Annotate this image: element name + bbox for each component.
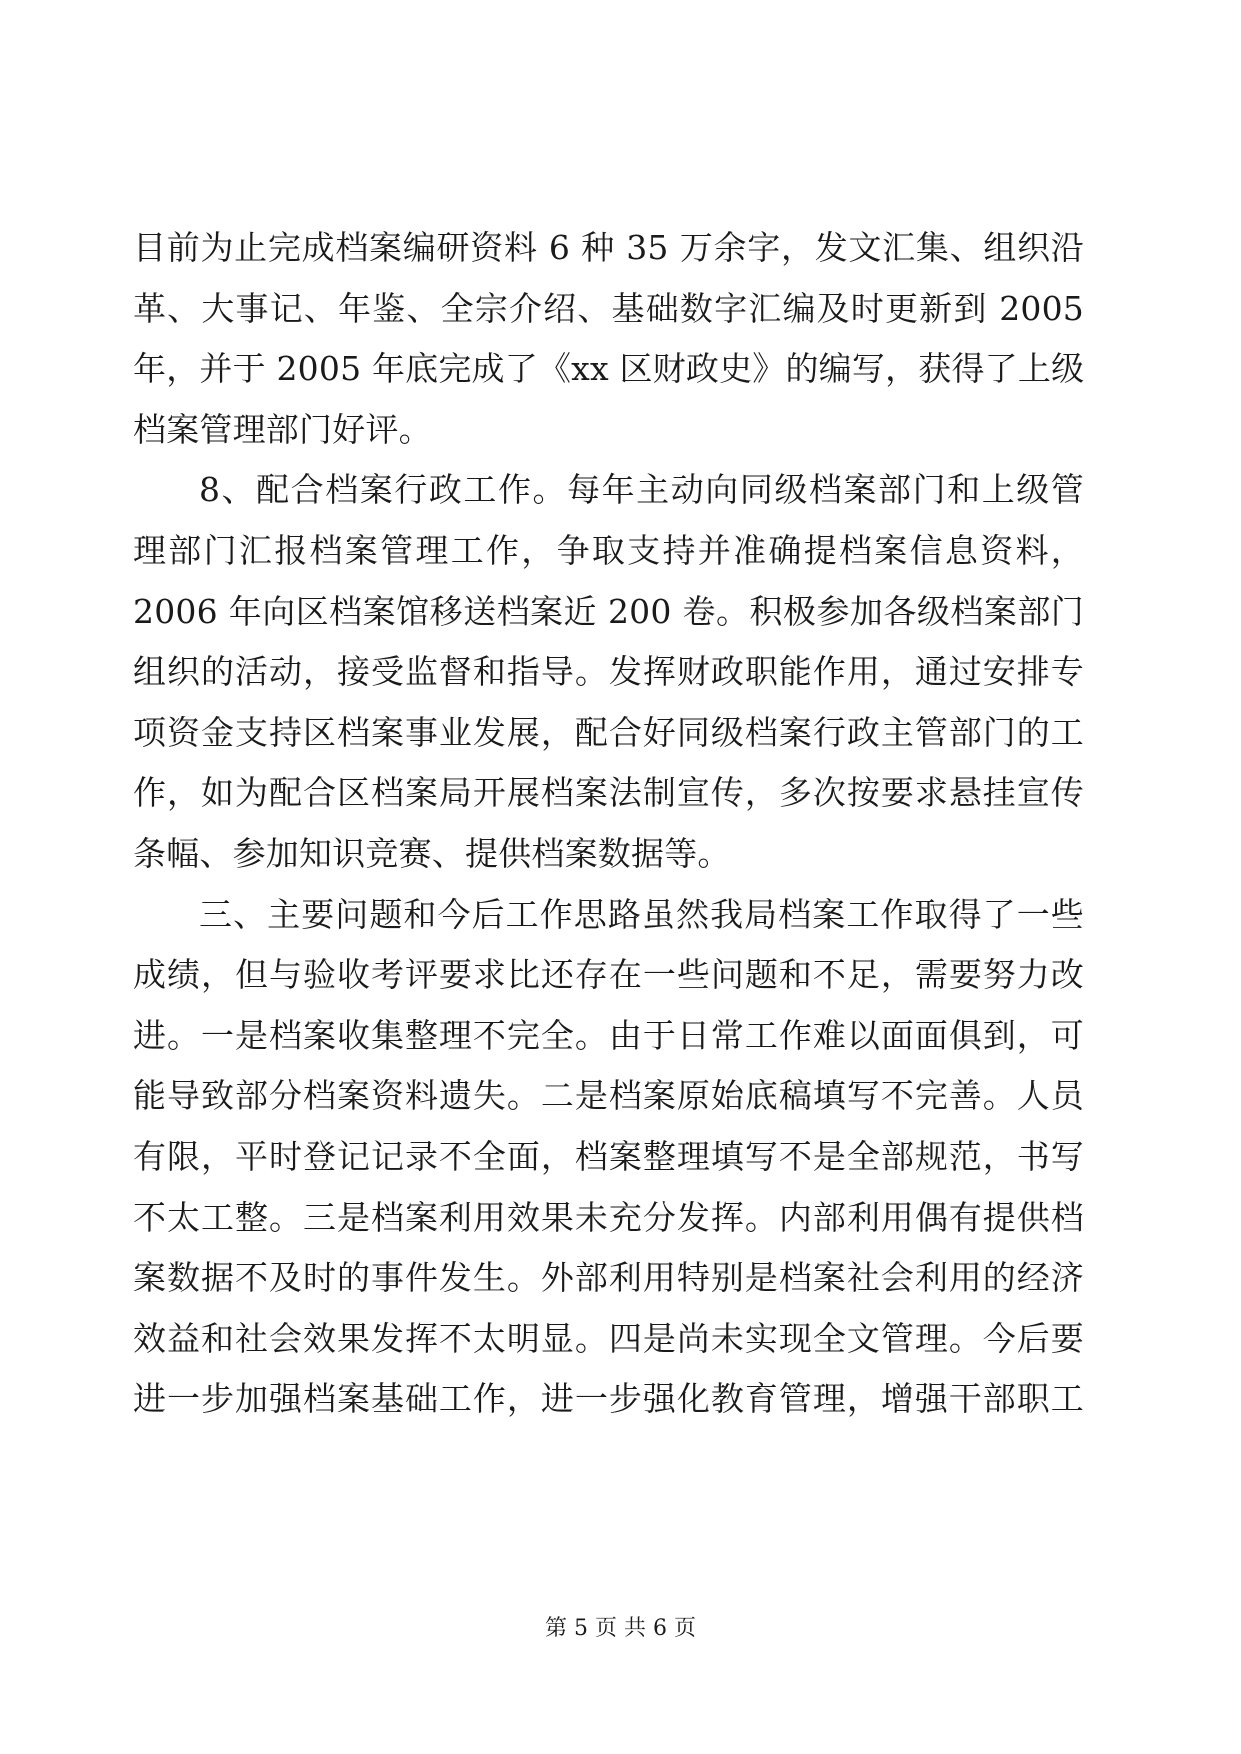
text-line: 三、主要问题和今后工作思路虽然我局档案工作取得了一些 bbox=[199, 894, 1084, 934]
text-line: 条幅、参加知识竞赛、提供档案数据等。 bbox=[133, 833, 731, 873]
text-line: 理部门汇报档案管理工作，争取支持并准确提档案信息资料， bbox=[133, 530, 1084, 570]
text-line: 年，并于 2005 年底完成了《xx 区财政史》的编写，获得了上级 bbox=[133, 349, 1085, 389]
paragraph-1 bbox=[133, 218, 1084, 460]
text-line: 目前为止完成档案编研资料 6 种 35 万余字，发文汇集、组织沿 bbox=[133, 228, 1084, 267]
text-line: 成绩，但与验收考评要求比还存在一些问题和不足，需要努力改 bbox=[133, 955, 1084, 995]
text-line: 作，如为配合区档案局开展档案法制宣传，多次按要求悬挂宣传 bbox=[133, 773, 1084, 813]
text-line: 案数据不及时的事件发生。外部利用特别是档案社会利用的经济 bbox=[133, 1258, 1084, 1298]
text-line: 革、大事记、年鉴、全宗介绍、基础数字汇编及时更新到 2005 bbox=[133, 288, 1084, 328]
text-line: 组织的活动，接受监督和指导。发挥财政职能作用，通过安排专 bbox=[133, 652, 1084, 692]
text-line: 2006 年向区档案馆移送档案近 200 卷。积极参加各级档案部门 bbox=[133, 591, 1084, 631]
page-number-footer: 第 5 页 共 6 页 bbox=[545, 1616, 696, 1641]
text-line: 档案管理部门好评。 bbox=[133, 409, 432, 449]
text-line: 进。一是档案收集整理不完全。由于日常工作难以面面俱到，可 bbox=[133, 1015, 1084, 1055]
text-line: 进一步加强档案基础工作，进一步强化教育管理，增强干部职工 bbox=[133, 1379, 1084, 1419]
text-line: 效益和社会效果发挥不太明显。四是尚未实现全文管理。今后要 bbox=[133, 1318, 1084, 1358]
paragraph-3 bbox=[133, 885, 1084, 1430]
text-line: 能导致部分档案资料遗失。二是档案原始底稿填写不完善。人员 bbox=[133, 1076, 1084, 1116]
text-line: 不太工整。三是档案利用效果未充分发挥。内部利用偶有提供档 bbox=[133, 1197, 1084, 1237]
text-line: 项资金支持区档案事业发展，配合好同级档案行政主管部门的工 bbox=[133, 712, 1084, 752]
text-line: 有限，平时登记记录不全面，档案整理填写不是全部规范，书写 bbox=[133, 1136, 1084, 1176]
text-line: 8、配合档案行政工作。每年主动向同级档案部门和上级管 bbox=[199, 470, 1084, 510]
document-body bbox=[133, 218, 1084, 1430]
paragraph-2 bbox=[133, 460, 1084, 884]
